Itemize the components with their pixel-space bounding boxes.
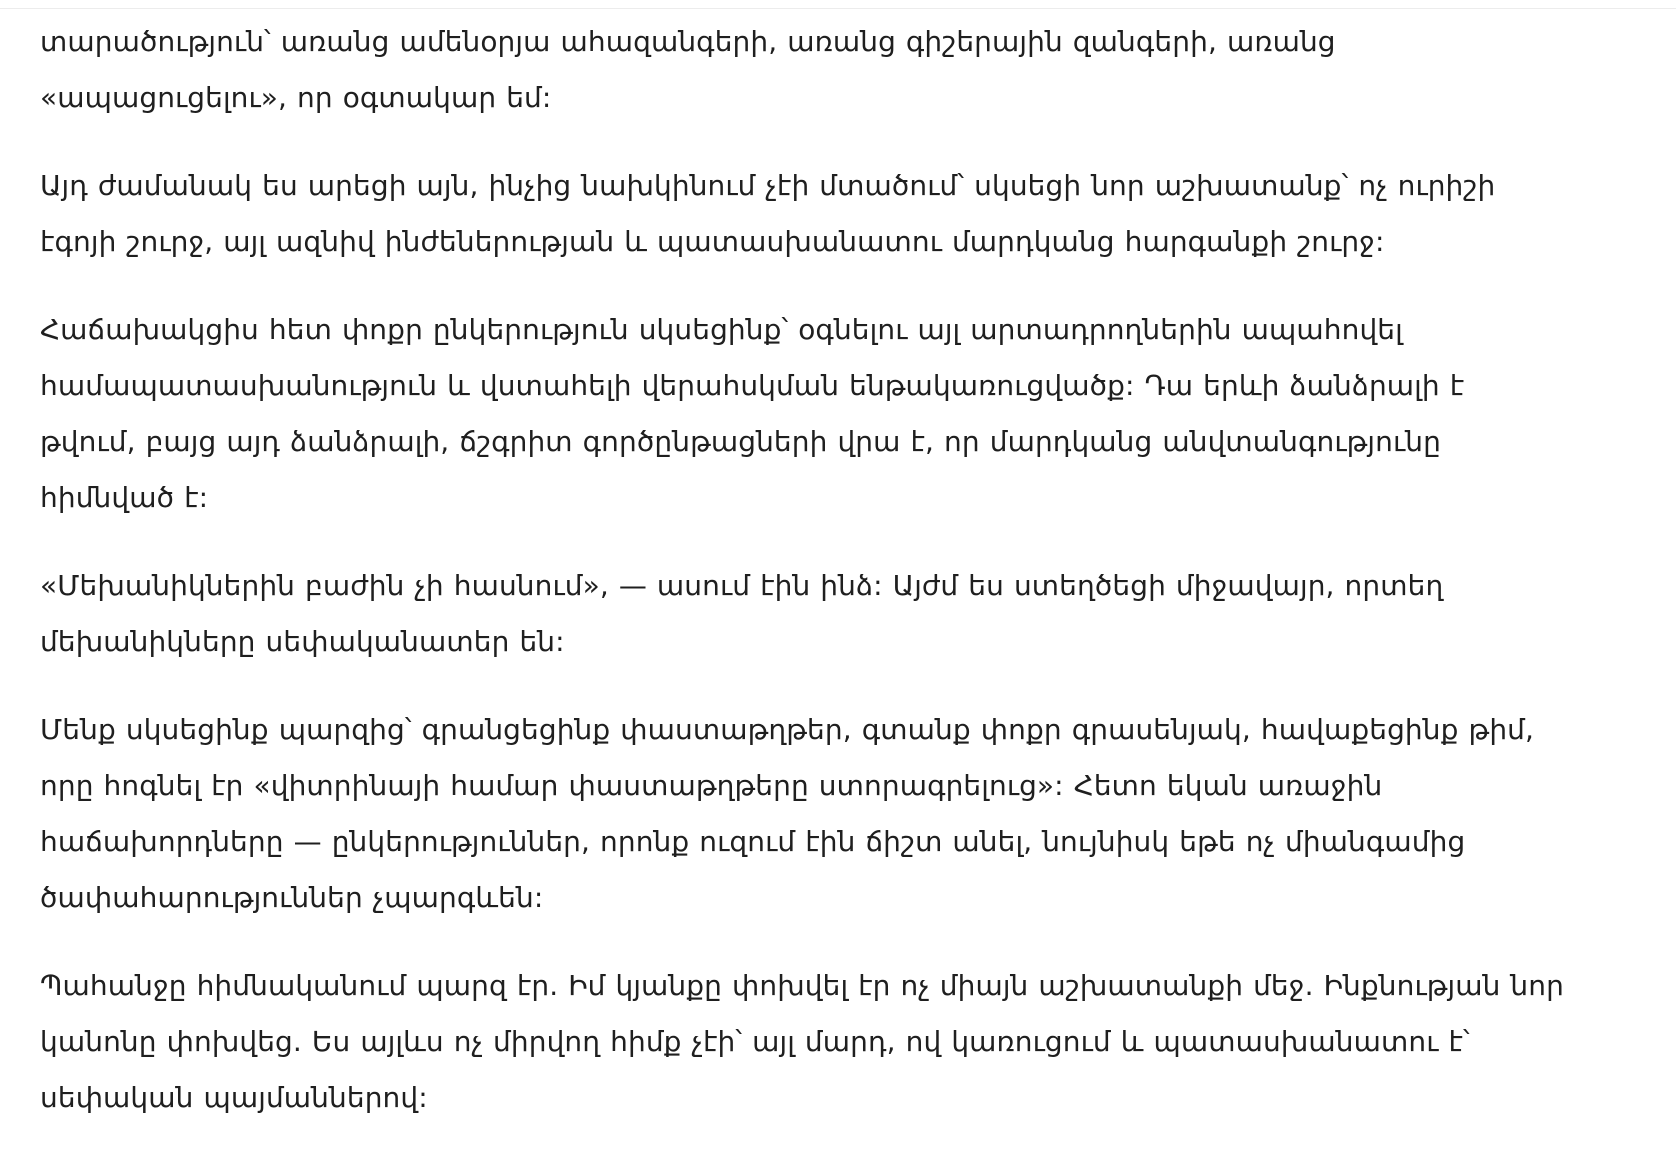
text-line: կանոնը փոխվեց. Ես այլևս ոչ միրվող հիմք չէի՝ այլ մարդ, ով կառուցում և պատասխանատու է՝ — [40, 1025, 1470, 1058]
text-line: Հաճախակցիս հետ փոքր ընկերություն սկսեցինք՝ օգնելու այլ արտադրողներին ապահովել — [40, 313, 1403, 346]
paragraph-3 — [40, 302, 1640, 526]
text-line: «ապացուցելու», որ օգտակար եմ: — [40, 81, 552, 114]
text-line: որը հոգնել էր «վիտրինայի համար փաստաթղթերը ստորագրելուց»: Հետո եկան առաջին — [40, 769, 1383, 802]
text-line: տարածություն՝ առանց ամենօրյա ահազանգերի, առանց գիշերային զանգերի, առանց — [40, 25, 1336, 58]
paragraph-1 — [40, 14, 1640, 126]
text-line: Այդ ժամանակ ես արեցի այն, ինչից նախկինում չէի մտածում՝ սկսեցի նոր աշխատանք՝ ոչ ուրիշի — [40, 169, 1496, 202]
article-body — [40, 14, 1640, 1158]
text-line: ծափահարություններ չպարգևեն: — [40, 881, 544, 914]
paragraph-5 — [40, 702, 1640, 926]
top-divider — [0, 8, 1676, 9]
text-line: համապատասխանություն և վստահելի վերահսկման ենթակառուցվածք: Դա երևի ձանձրալի է — [40, 369, 1465, 402]
text-line: հիմնված է: — [40, 481, 209, 514]
text-line: Մենք սկսեցինք պարզից՝ գրանցեցինք փաստաթղթեր, գտանք փոքր գրասենյակ, հավաքեցինք թիմ, — [40, 713, 1535, 746]
paragraph-6 — [40, 958, 1640, 1126]
paragraph-4 — [40, 558, 1640, 670]
text-line: սեփական պայմաններով: — [40, 1081, 428, 1114]
text-line: էգոյի շուրջ, այլ ազնիվ ինժեներության և պատասխանատու մարդկանց հարգանքի շուրջ: — [40, 225, 1385, 258]
text-line: հաճախորդները — ընկերություններ, որոնք ուզում էին ճիշտ անել, նույնիսկ եթե ոչ միանգամից — [40, 825, 1466, 858]
text-line: մեխանիկները սեփականատեր են: — [40, 625, 565, 658]
text-line: Պահանջը հիմնականում պարզ էր. Իմ կյանքը փոխվել էր ոչ միայն աշխատանքի մեջ. Ինքնության նոր — [40, 969, 1564, 1002]
text-line: թվում, բայց այդ ձանձրալի, ճշգրիտ գործընթացների վրա է, որ մարդկանց անվտանգությունը — [40, 425, 1441, 458]
paragraph-2 — [40, 158, 1640, 270]
text-line: «Մեխանիկներին բաժին չի հասնում», — ասում էին ինձ: Այժմ ես ստեղծեցի միջավայր, որտեղ — [40, 569, 1444, 602]
